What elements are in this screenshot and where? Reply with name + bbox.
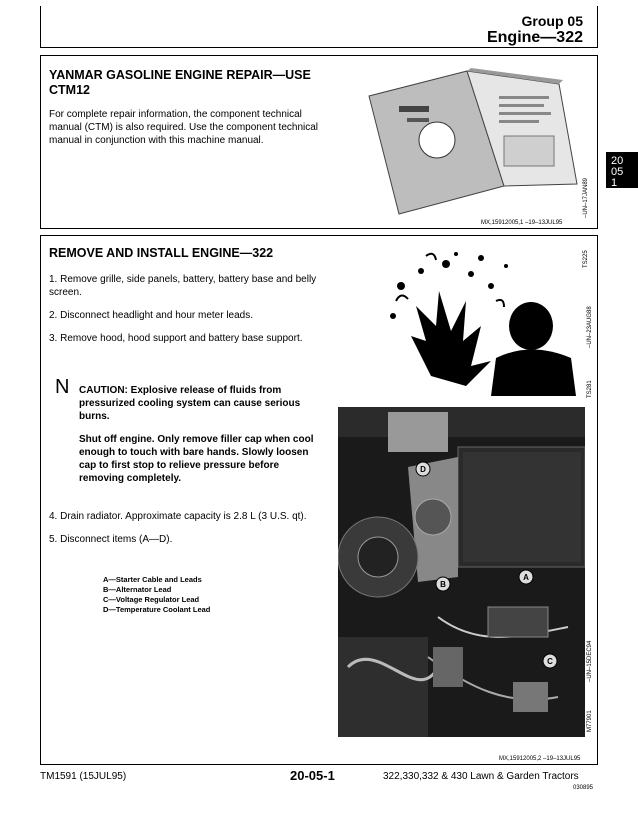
callout-c: C — [547, 657, 553, 666]
legend-item-c: C—Voltage Regulator Lead — [103, 595, 200, 604]
section-remove-title: REMOVE AND INSTALL ENGINE—322 — [49, 246, 274, 260]
step-5: 5. Disconnect items (A—D). — [49, 534, 173, 545]
group-label: Group 05 — [521, 13, 583, 29]
ctm-photo-date: –UN–17JAN89 — [583, 177, 589, 218]
callout-a: A — [523, 573, 529, 582]
footer-code: 030895 — [573, 785, 594, 791]
engine-photo — [338, 407, 585, 737]
section-ctm-title: YANMAR GASOLINE ENGINE REPAIR—USE CTM12 — [49, 68, 311, 97]
caution-text-2: Shut off engine. Only remove filler cap when cool enough to touch with bare hands. Slowly loosen cap to first stop to relieve pressure before removing completely. — [79, 434, 314, 484]
section-remove-install — [40, 235, 598, 765]
tab-line-3: 1 — [611, 177, 618, 189]
ctm-manual-illustration — [359, 66, 591, 216]
callout-b: B — [440, 580, 446, 589]
page-number: 20-05-1 — [290, 768, 335, 783]
step-3: 3. Remove hood, hood support and battery base support. — [49, 333, 303, 344]
step-2: 2. Disconnect headlight and hour meter leads. — [49, 310, 254, 321]
page-header — [40, 6, 598, 48]
step-1: 1. Remove grille, side panels, battery, battery base and belly screen. — [49, 274, 317, 298]
footer-product: 322,330,332 & 430 Lawn & Garden Tractors — [383, 771, 579, 782]
legend — [103, 575, 210, 615]
engine-photo-date: –UN–15DEC94 — [587, 640, 593, 682]
legend-item-b: B—Alternator Lead — [103, 585, 172, 594]
legend-item-a: A—Starter Cable and Leads — [103, 575, 202, 584]
callout-d: D — [420, 465, 426, 474]
footer-manual-id: TM1591 (15JUL95) — [40, 771, 127, 782]
legend-item-d: D—Temperature Coolant Lead — [103, 605, 211, 614]
section-ctm-body: For complete repair information, the component technical manual (CTM) is also required. Use the component technical manual in conjunction with this machine manual. — [49, 109, 319, 146]
explosive-fluid-warning-icon — [371, 246, 581, 396]
section-tab — [606, 152, 638, 188]
ctm-photo-code: TS225 — [583, 250, 589, 268]
caution-block — [79, 384, 319, 485]
engine-photo-code: M77901 — [587, 710, 593, 732]
warning-code: TS281 — [587, 380, 593, 398]
page-title: Engine—322 — [486, 29, 583, 46]
caution-symbol-icon: N — [55, 376, 70, 398]
tab-line-2: 05 — [611, 166, 624, 178]
remove-ref: MX,15912005,2 –19–13JUL95 — [499, 756, 581, 762]
warning-date: –UN–23AUG88 — [587, 306, 593, 348]
ctm-ref: MX,15912005,1 –19–13JUL95 — [481, 220, 563, 226]
caution-text-1: CAUTION: Explosive release of fluids from pressurized cooling system can cause serious burns. — [79, 385, 301, 422]
step-4: 4. Drain radiator. Approximate capacity is 2.8 L (3 U.S. qt). — [49, 511, 307, 522]
tab-line-1: 20 — [611, 155, 624, 167]
